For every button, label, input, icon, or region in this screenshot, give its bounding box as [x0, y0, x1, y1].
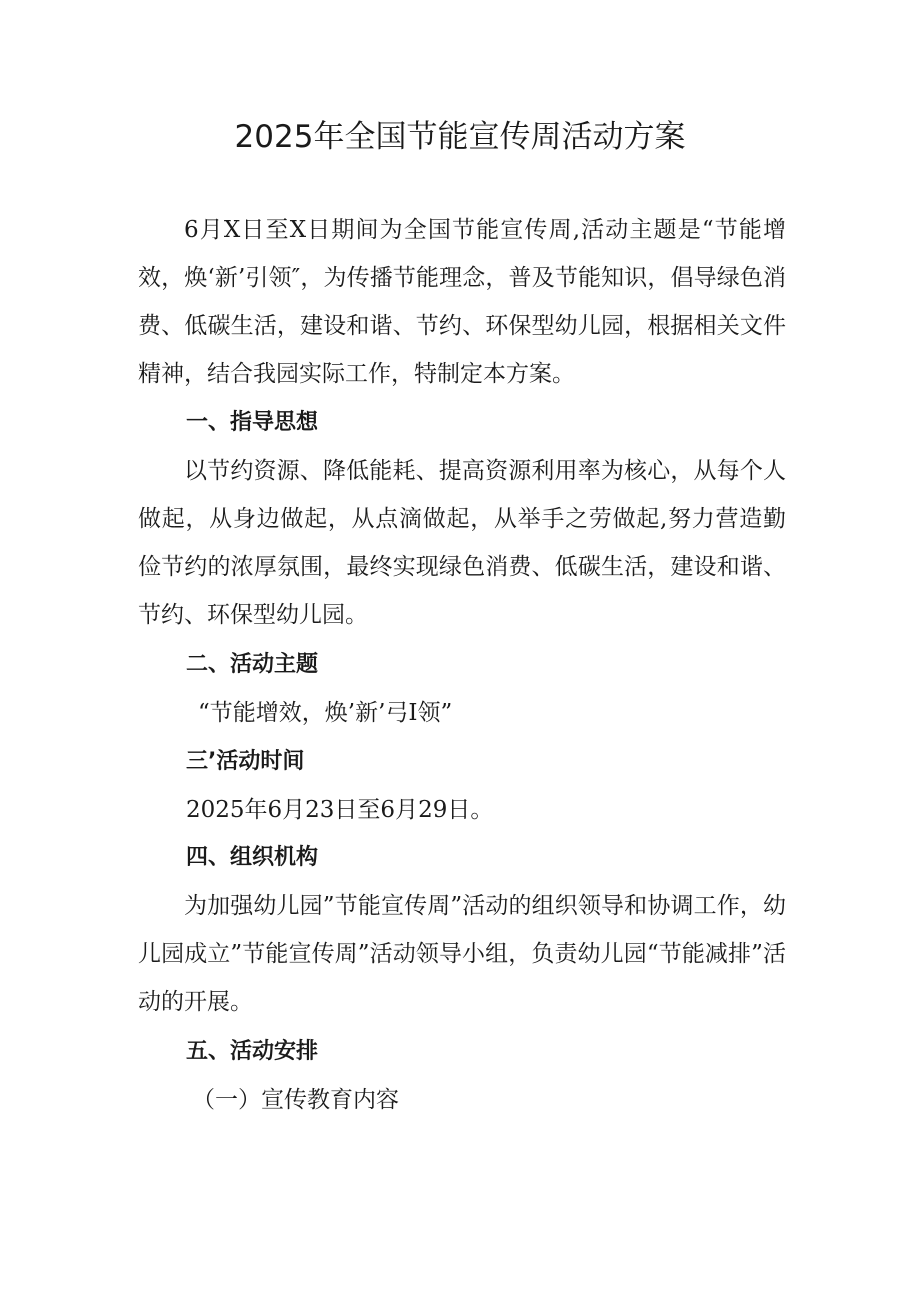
document-title: 2025年全国节能宣传周活动方案: [234, 119, 686, 155]
section-heading-activity-theme: 二、活动主题: [186, 652, 319, 677]
organization-text: 为加强幼儿园”节能宣传周”活动的组织领导和协调工作，幼儿园成立”节能宣传周”活动领导小组，负责幼儿园“节能减排”活动的开展。: [138, 893, 786, 1015]
activity-theme-text: “节能增效，焕’新’弓I领”: [198, 700, 453, 726]
subsection-publicity-content: （一）宣传教育内容: [192, 1087, 399, 1113]
guiding-idea-paragraph: [138, 447, 786, 639]
section-heading-activity-arrangement: 五、活动安排: [186, 1039, 319, 1064]
guiding-idea-text: 以节约资源、降低能耗、提高资源利用率为核心，从每个人做起，从身边做起，从点滴做起，从举手之劳做起,努力营造勤俭节约的浓厚氛围，最终实现绿色消费、低碳生活，建设和谐、节约、环保型幼儿园。: [138, 458, 786, 628]
section-heading-activity-time: 三’活动时间: [186, 749, 305, 774]
organization-paragraph: [138, 882, 786, 1026]
section-heading-organization: 四、组织机构: [186, 845, 319, 870]
intro-paragraph: [138, 206, 786, 398]
section-heading-guiding-idea: 一、指导思想: [186, 410, 319, 435]
activity-time-text: 2025年6月23日至6月29日。: [186, 797, 494, 823]
intro-text: 6月X日至X日期间为全国节能宣传周,活动主题是“节能增效，焕‘新’引领″，为传播节能理念，普及节能知识，倡导绿色消费、低碳生活，建设和谐、节约、环保型幼儿园，根据相关文件精神，结合我园实际工作，特制定本方案。: [138, 217, 786, 387]
